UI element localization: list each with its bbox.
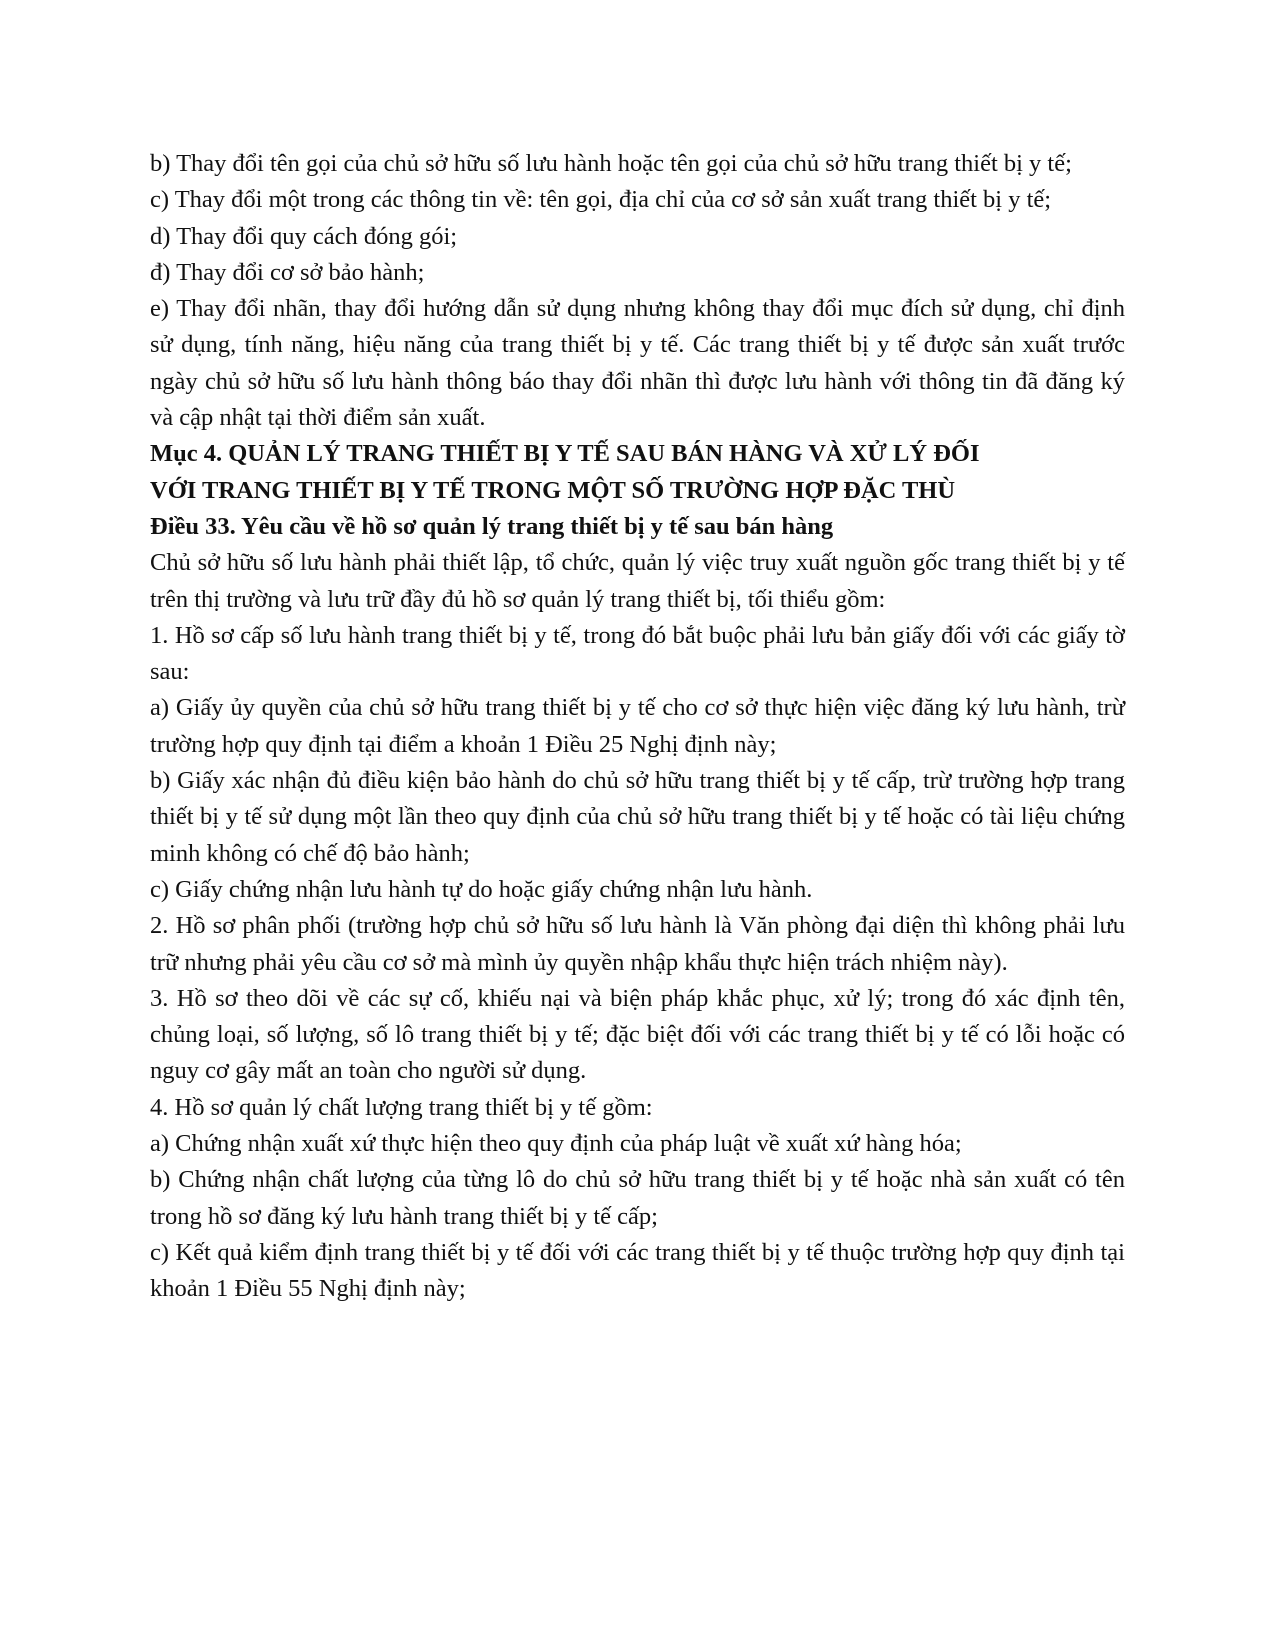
clause-4-point-c: c) Kết quả kiểm định trang thiết bị y tế đối với các trang thiết bị y tế thuộc trường hợp quy định tại khoản 1 Điều 55 Nghị định này;: [150, 1238, 1125, 1303]
item-b-change-owner-name: b) Thay đổi tên gọi của chủ sở hữu số lưu hành hoặc tên gọi của chủ sở hữu trang thiết bị y tế;: [150, 150, 1072, 177]
section-heading-line-2: VỚI TRANG THIẾT BỊ Y TẾ TRONG MỘT SỐ TRƯỜNG HỢP ĐẶC THÙ: [150, 476, 956, 504]
item-d-change-packaging: d) Thay đổi quy cách đóng gói;: [150, 222, 458, 250]
clause-2: 2. Hồ sơ phân phối (trường hợp chủ sở hữu số lưu hành là Văn phòng đại diện thì không phải lưu trữ nhưng phải yêu cầu cơ sở mà mình ủy quyền nhập khẩu thực hiện trách nhiệm này).: [150, 912, 1125, 976]
clause-4: 4. Hồ sơ quản lý chất lượng trang thiết bị y tế gồm:: [150, 1093, 653, 1121]
section-heading-line-1: Mục 4. QUẢN LÝ TRANG THIẾT BỊ Y TẾ SAU BÁN HÀNG VÀ XỬ LÝ ĐỐI: [150, 440, 980, 468]
item-e-change-label: e) Thay đổi nhãn, thay đổi hướng dẫn sử dụng nhưng không thay đổi mục đích sử dụng, chỉ định sử dụng, tính năng, hiệu năng của trang thiết bị y tế. Các trang thiết bị y tế được sản xuất trước ngày chủ sở hữu số lưu hành thông báo thay đổi nhãn thì được lưu hành với thông tin đã đăng ký và cập nhật tại thời điểm sản xuất.: [150, 295, 1125, 432]
article-intro: Chủ sở hữu số lưu hành phải thiết lập, tổ chức, quản lý việc truy xuất nguồn gốc trang thiết bị y tế trên thị trường và lưu trữ đầy đủ hồ sơ quản lý trang thiết bị, tối thiểu gồm:: [150, 549, 1125, 613]
clause-4-point-a: a) Chứng nhận xuất xứ thực hiện theo quy định của pháp luật về xuất xứ hàng hóa;: [150, 1130, 962, 1158]
clause-4-point-b: b) Chứng nhận chất lượng của từng lô do chủ sở hữu trang thiết bị y tế hoặc nhà sản xuất có tên trong hồ sơ đăng ký lưu hành trang thiết bị y tế cấp;: [150, 1166, 1125, 1230]
clause-1: 1. Hồ sơ cấp số lưu hành trang thiết bị y tế, trong đó bắt buộc phải lưu bản giấy đối với các giấy tờ sau:: [150, 621, 1125, 686]
clause-1-point-c: c) Giấy chứng nhận lưu hành tự do hoặc giấy chứng nhận lưu hành.: [150, 875, 813, 903]
item-c-change-manufacturer-info: c) Thay đổi một trong các thông tin về: tên gọi, địa chỉ của cơ sở sản xuất trang thiết bị y tế;: [150, 186, 1052, 214]
item-dd-change-warranty-facility: đ) Thay đổi cơ sở bảo hành;: [150, 258, 425, 286]
document-page: [150, 146, 1125, 1308]
clause-3: 3. Hồ sơ theo dõi về các sự cố, khiếu nại và biện pháp khắc phục, xử lý; trong đó xác định tên, chủng loại, số lượng, số lô trang thiết bị y tế; đặc biệt đối với các trang thiết bị y tế có lỗi hoặc có nguy cơ gây mất an toàn cho người sử dụng.: [150, 984, 1125, 1085]
clause-1-point-b: b) Giấy xác nhận đủ điều kiện bảo hành do chủ sở hữu trang thiết bị y tế cấp, trừ trường hợp trang thiết bị y tế sử dụng một lần theo quy định của chủ sở hữu trang thiết bị y tế hoặc có tài liệu chứng minh không có chế độ bảo hành;: [150, 767, 1125, 867]
clause-1-point-a: a) Giấy ủy quyền của chủ sở hữu trang thiết bị y tế cho cơ sở thực hiện việc đăng ký lưu hành, trừ trường hợp quy định tại điểm a khoản 1 Điều 25 Nghị định này;: [150, 694, 1125, 758]
article-title: Điều 33. Yêu cầu về hồ sơ quản lý trang thiết bị y tế sau bán hàng: [150, 512, 834, 540]
